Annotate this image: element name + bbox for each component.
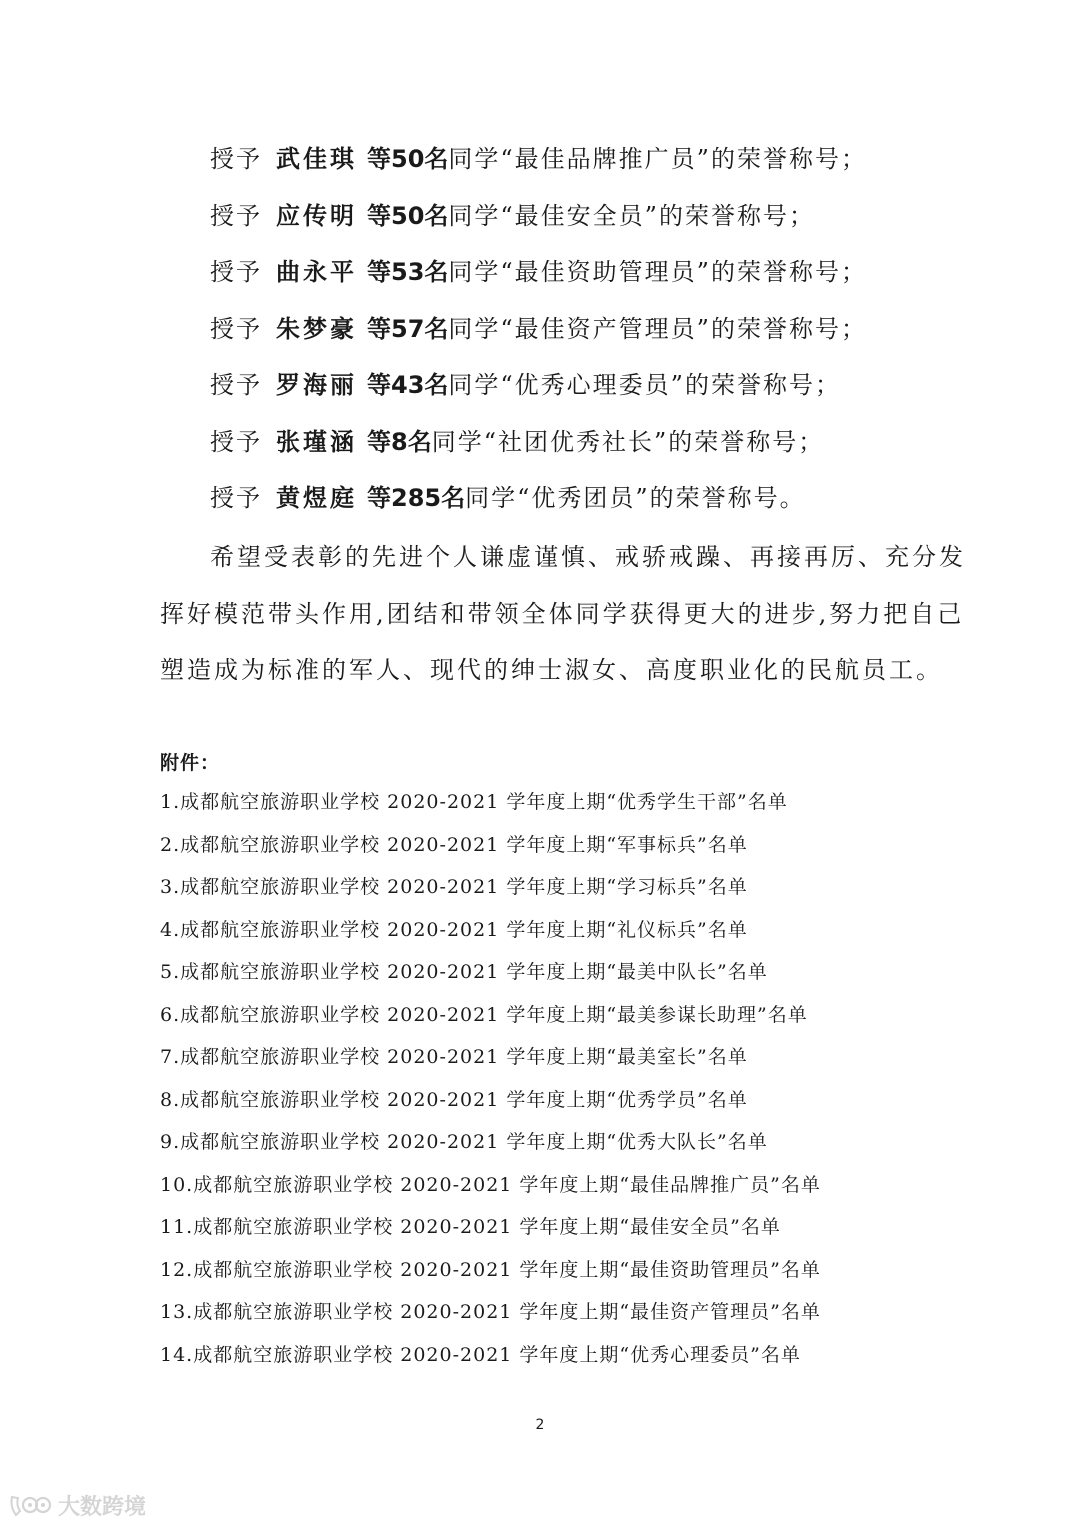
award-line xyxy=(210,306,867,363)
attachment-item: 9.成都航空旅游职业学校 2020-2021 学年度上期“优秀大队长”名单 xyxy=(160,1131,768,1153)
closing-line: 塑造成为标准的军人、现代的绅士淑女、高度职业化的民航员工。 xyxy=(160,656,943,684)
award-count: 等43名 xyxy=(367,371,449,399)
attachment-item: 12.成都航空旅游职业学校 2020-2021 学年度上期“最佳资助管理员”名单 xyxy=(160,1258,821,1281)
award-count: 等57名 xyxy=(367,314,449,343)
award-prefix: 授予 xyxy=(210,484,262,512)
award-recipient: 应传明 xyxy=(276,201,357,230)
award-count: 等53名 xyxy=(367,258,449,286)
award-title: 同学“最佳资产管理员”的荣誉称号； xyxy=(448,314,867,343)
award-prefix: 授予 xyxy=(210,371,262,399)
award-count: 等50名 xyxy=(367,145,449,173)
attachment-item: 14.成都航空旅游职业学校 2020-2021 学年度上期“优秀心理委员”名单 xyxy=(160,1343,801,1366)
award-line xyxy=(210,419,867,476)
award-prefix: 授予 xyxy=(210,258,262,286)
closing-line: 挥好模范带头作用,团结和带领全体同学获得更大的进步,努力把自己 xyxy=(160,599,965,628)
page-number: 2 xyxy=(535,1417,545,1433)
attachment-item: 13.成都航空旅游职业学校 2020-2021 学年度上期“最佳资产管理员”名单 xyxy=(160,1301,821,1323)
award-prefix: 授予 xyxy=(210,427,262,456)
award-title: 同学“最佳安全员”的荣誉称号； xyxy=(448,201,815,230)
attachments-heading: 附件： xyxy=(160,752,221,774)
award-recipient: 曲永平 xyxy=(276,258,357,286)
award-prefix: 授予 xyxy=(210,201,262,230)
award-count: 等285名 xyxy=(367,484,466,512)
award-count: 等50名 xyxy=(367,201,449,230)
attachment-item: 7.成都航空旅游职业学校 2020-2021 学年度上期“最美室长”名单 xyxy=(160,1046,748,1068)
award-count: 等8名 xyxy=(367,427,432,456)
award-title: 同学“最佳资助管理员”的荣誉称号； xyxy=(448,258,867,286)
award-recipient: 罗海丽 xyxy=(276,371,357,399)
award-recipient: 武佳琪 xyxy=(276,145,357,173)
award-title: 同学“社团优秀社长”的荣誉称号； xyxy=(431,427,825,456)
award-recipient: 朱梦豪 xyxy=(276,314,357,343)
attachment-item: 5.成都航空旅游职业学校 2020-2021 学年度上期“最美中队长”名单 xyxy=(160,961,768,983)
watermark-logo-icon xyxy=(8,1493,54,1519)
closing-paragraph xyxy=(160,534,966,704)
attachment-item: 2.成都航空旅游职业学校 2020-2021 学年度上期“军事标兵”名单 xyxy=(160,833,748,856)
attachments-list xyxy=(160,784,821,1379)
award-title: 同学“优秀心理委员”的荣誉称号； xyxy=(448,371,841,399)
closing-line: 希望受表彰的先进个人谦虚谨慎、戒骄戒躁、再接再厉、充分发 xyxy=(210,543,966,571)
award-title: 同学“最佳品牌推广员”的荣誉称号； xyxy=(448,145,867,173)
award-title: 同学“优秀团员”的荣誉称号。 xyxy=(465,484,806,512)
award-line xyxy=(210,193,867,250)
award-prefix: 授予 xyxy=(210,145,262,173)
attachment-item: 3.成都航空旅游职业学校 2020-2021 学年度上期“学习标兵”名单 xyxy=(160,876,748,898)
award-line xyxy=(210,362,867,419)
attachment-item: 8.成都航空旅游职业学校 2020-2021 学年度上期“优秀学员”名单 xyxy=(160,1088,748,1111)
award-recipient: 黄煜庭 xyxy=(276,484,357,512)
attachment-item: 10.成都航空旅游职业学校 2020-2021 学年度上期“最佳品牌推广员”名单 xyxy=(160,1173,821,1196)
attachment-item: 1.成都航空旅游职业学校 2020-2021 学年度上期“优秀学生干部”名单 xyxy=(160,791,788,813)
award-recipient: 张瑾涵 xyxy=(276,427,357,456)
award-line xyxy=(210,136,867,193)
attachment-item: 4.成都航空旅游职业学校 2020-2021 学年度上期“礼仪标兵”名单 xyxy=(160,918,748,941)
award-line xyxy=(210,249,867,306)
attachment-item: 6.成都航空旅游职业学校 2020-2021 学年度上期“最美参谋长助理”名单 xyxy=(160,1003,808,1026)
attachment-item: 11.成都航空旅游职业学校 2020-2021 学年度上期“最佳安全员”名单 xyxy=(160,1216,781,1238)
award-line xyxy=(210,475,867,532)
award-list xyxy=(210,136,867,532)
watermark-text: 大数跨境 xyxy=(58,1495,147,1520)
award-prefix: 授予 xyxy=(210,314,262,343)
watermark xyxy=(8,1490,146,1521)
